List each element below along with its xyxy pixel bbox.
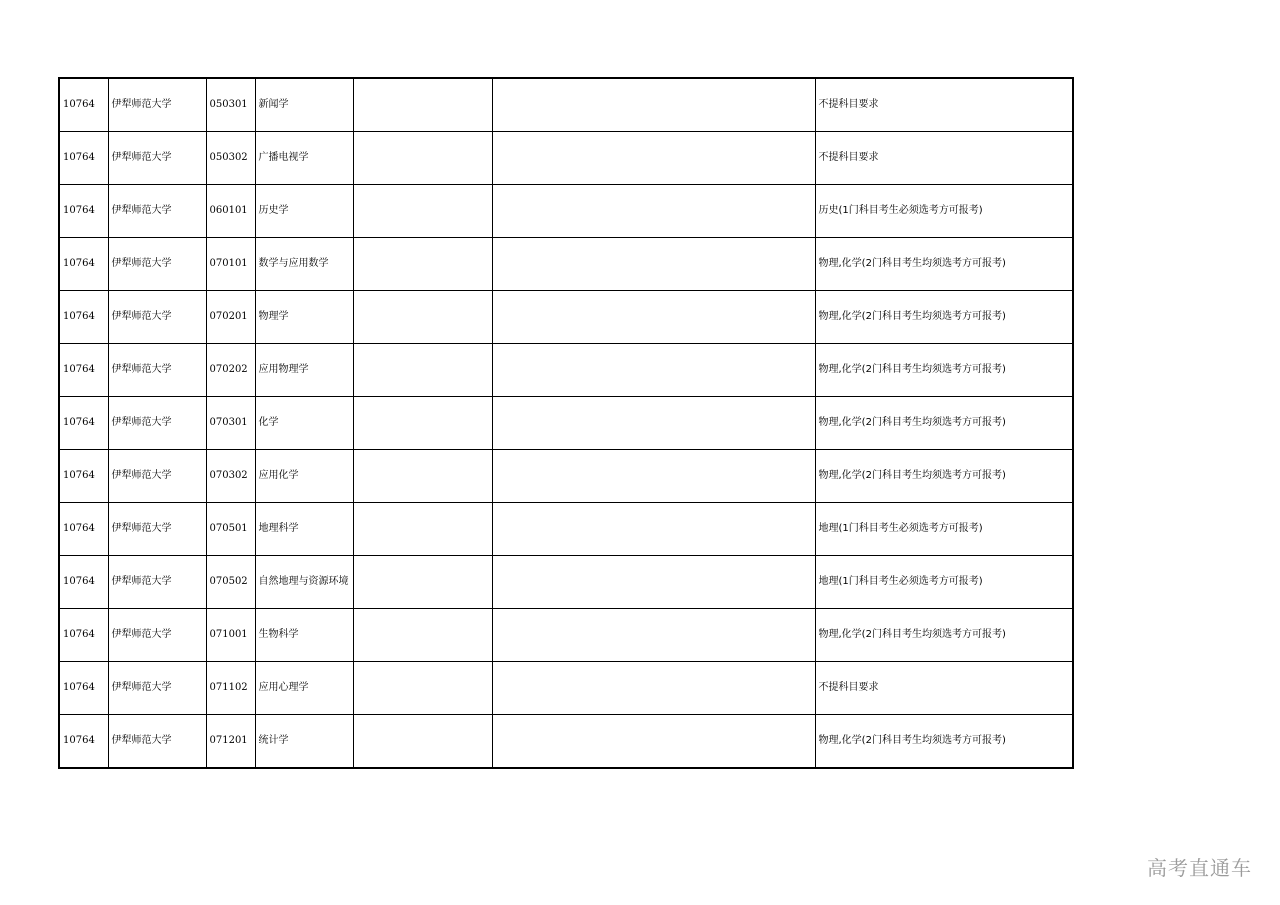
table-row	[59, 662, 1073, 715]
major-code-cell: 050301	[206, 78, 255, 132]
major-code-cell: 050302	[206, 132, 255, 185]
major-name-cell: 统计学	[255, 715, 353, 769]
table-row	[59, 503, 1073, 556]
table-row	[59, 78, 1073, 132]
subject-requirement-cell: 地理(1门科目考生必须选考方可报考)	[815, 556, 1073, 609]
empty-cell	[492, 344, 815, 397]
major-code-cell: 070301	[206, 397, 255, 450]
subject-requirement-cell: 物理,化学(2门科目考生均须选考方可报考)	[815, 344, 1073, 397]
empty-cell	[353, 344, 492, 397]
empty-cell	[353, 291, 492, 344]
major-name-cell: 广播电视学	[255, 132, 353, 185]
school-name-cell: 伊犁师范大学	[108, 450, 206, 503]
major-code-cell: 070101	[206, 238, 255, 291]
table-row	[59, 609, 1073, 662]
subject-requirement-cell: 不提科目要求	[815, 662, 1073, 715]
empty-cell	[492, 397, 815, 450]
major-code-cell: 070202	[206, 344, 255, 397]
table-row	[59, 291, 1073, 344]
major-code-cell: 070501	[206, 503, 255, 556]
empty-cell	[492, 132, 815, 185]
school-name-cell: 伊犁师范大学	[108, 78, 206, 132]
table-row	[59, 185, 1073, 238]
school-name-cell: 伊犁师范大学	[108, 662, 206, 715]
major-name-cell: 应用化学	[255, 450, 353, 503]
empty-cell	[492, 291, 815, 344]
table-row	[59, 450, 1073, 503]
school-name-cell: 伊犁师范大学	[108, 238, 206, 291]
major-name-cell: 应用物理学	[255, 344, 353, 397]
school-code-cell: 10764	[59, 450, 108, 503]
major-code-cell: 071102	[206, 662, 255, 715]
major-code-cell: 070302	[206, 450, 255, 503]
school-name-cell: 伊犁师范大学	[108, 715, 206, 769]
empty-cell	[492, 185, 815, 238]
table-row	[59, 715, 1073, 769]
subject-requirement-cell: 物理,化学(2门科目考生均须选考方可报考)	[815, 450, 1073, 503]
empty-cell	[492, 556, 815, 609]
subject-requirement-cell: 物理,化学(2门科目考生均须选考方可报考)	[815, 609, 1073, 662]
empty-cell	[492, 609, 815, 662]
major-code-cell: 071001	[206, 609, 255, 662]
school-code-cell: 10764	[59, 503, 108, 556]
school-code-cell: 10764	[59, 238, 108, 291]
school-code-cell: 10764	[59, 715, 108, 769]
major-name-cell: 应用心理学	[255, 662, 353, 715]
subject-requirement-cell: 物理,化学(2门科目考生均须选考方可报考)	[815, 397, 1073, 450]
table-body	[59, 78, 1073, 768]
school-code-cell: 10764	[59, 78, 108, 132]
school-code-cell: 10764	[59, 609, 108, 662]
major-code-cell: 070502	[206, 556, 255, 609]
subject-requirement-cell: 不提科目要求	[815, 132, 1073, 185]
school-code-cell: 10764	[59, 397, 108, 450]
school-code-cell: 10764	[59, 291, 108, 344]
school-name-cell: 伊犁师范大学	[108, 503, 206, 556]
subject-requirement-cell: 物理,化学(2门科目考生均须选考方可报考)	[815, 715, 1073, 769]
table-row	[59, 397, 1073, 450]
school-name-cell: 伊犁师范大学	[108, 132, 206, 185]
major-name-cell: 数学与应用数学	[255, 238, 353, 291]
school-code-cell: 10764	[59, 556, 108, 609]
school-name-cell: 伊犁师范大学	[108, 185, 206, 238]
major-code-cell: 071201	[206, 715, 255, 769]
admission-requirements-table	[58, 77, 1074, 769]
empty-cell	[492, 715, 815, 769]
empty-cell	[353, 609, 492, 662]
subject-requirement-cell: 物理,化学(2门科目考生均须选考方可报考)	[815, 291, 1073, 344]
empty-cell	[353, 503, 492, 556]
subject-requirement-cell: 不提科目要求	[815, 78, 1073, 132]
empty-cell	[353, 715, 492, 769]
major-code-cell: 060101	[206, 185, 255, 238]
empty-cell	[353, 132, 492, 185]
empty-cell	[353, 185, 492, 238]
table-row	[59, 556, 1073, 609]
major-code-cell: 070201	[206, 291, 255, 344]
major-name-cell: 地理科学	[255, 503, 353, 556]
empty-cell	[492, 503, 815, 556]
major-name-cell: 新闻学	[255, 78, 353, 132]
table-row	[59, 132, 1073, 185]
empty-cell	[353, 397, 492, 450]
major-name-cell: 生物科学	[255, 609, 353, 662]
school-code-cell: 10764	[59, 662, 108, 715]
subject-requirement-cell: 地理(1门科目考生必须选考方可报考)	[815, 503, 1073, 556]
subject-requirement-cell: 历史(1门科目考生必须选考方可报考)	[815, 185, 1073, 238]
major-name-cell: 物理学	[255, 291, 353, 344]
watermark-text: 高考直通车	[1147, 856, 1252, 880]
school-name-cell: 伊犁师范大学	[108, 609, 206, 662]
empty-cell	[492, 238, 815, 291]
school-name-cell: 伊犁师范大学	[108, 397, 206, 450]
major-name-cell: 化学	[255, 397, 353, 450]
major-name-cell: 历史学	[255, 185, 353, 238]
empty-cell	[353, 662, 492, 715]
school-code-cell: 10764	[59, 344, 108, 397]
school-name-cell: 伊犁师范大学	[108, 556, 206, 609]
empty-cell	[353, 556, 492, 609]
table-row	[59, 238, 1073, 291]
empty-cell	[353, 78, 492, 132]
empty-cell	[492, 450, 815, 503]
subject-requirement-cell: 物理,化学(2门科目考生均须选考方可报考)	[815, 238, 1073, 291]
table-row	[59, 344, 1073, 397]
school-name-cell: 伊犁师范大学	[108, 291, 206, 344]
school-code-cell: 10764	[59, 185, 108, 238]
school-name-cell: 伊犁师范大学	[108, 344, 206, 397]
empty-cell	[492, 662, 815, 715]
empty-cell	[492, 78, 815, 132]
empty-cell	[353, 238, 492, 291]
major-name-cell: 自然地理与资源环境	[255, 556, 353, 609]
school-code-cell: 10764	[59, 132, 108, 185]
empty-cell	[353, 450, 492, 503]
